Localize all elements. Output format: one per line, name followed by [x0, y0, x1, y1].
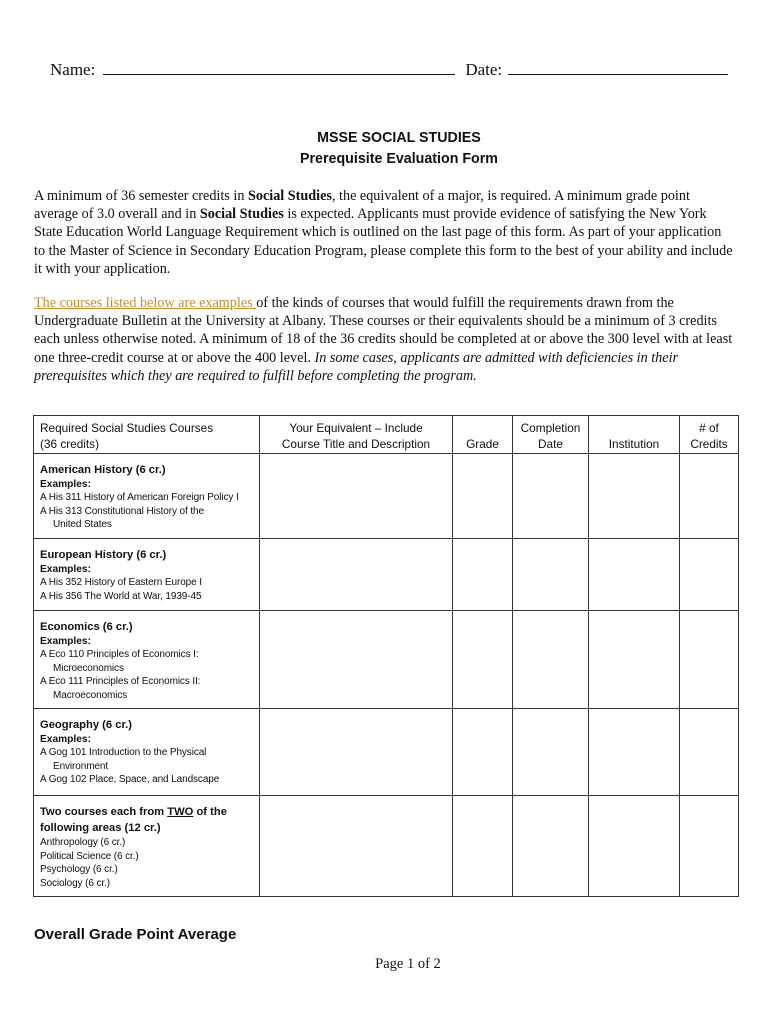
course-economics: Economics (6 cr.) Examples: A Eco 110 Principles of Economics I: Microeconomics A Eco 111 Principles of Economics II: Macroeconomics — [34, 611, 260, 709]
header-your-equivalent: Your Equivalent – Include Course Title and Description — [260, 416, 453, 454]
equivalent-cell[interactable] — [260, 709, 453, 796]
credits-cell[interactable] — [680, 796, 739, 897]
table-row — [34, 709, 739, 796]
page-number: Page 1 of 2 — [375, 956, 441, 972]
examples-paragraph — [34, 294, 734, 385]
table-row — [34, 539, 739, 611]
course-american-history: American History (6 cr.) Examples: A His 311 History of American Foreign Policy I A His 313 Constitutional History of the United States — [34, 454, 260, 539]
table-header-row — [34, 416, 739, 454]
credits-cell[interactable] — [680, 454, 739, 539]
intro-bold-2: Social Studies — [199, 206, 284, 223]
name-date-line — [50, 60, 730, 80]
gpa-heading: Overall Grade Point Average — [34, 926, 237, 943]
completion-date-cell[interactable] — [513, 709, 589, 796]
table-row — [34, 796, 739, 897]
table-row — [34, 454, 739, 539]
institution-cell[interactable] — [589, 454, 680, 539]
prerequisite-table — [33, 415, 739, 897]
header-grade: Grade — [453, 416, 513, 454]
name-label: Name: — [50, 60, 96, 79]
title-line-1: MSSE SOCIAL STUDIES — [317, 129, 481, 146]
grade-cell[interactable] — [453, 709, 513, 796]
institution-cell[interactable] — [589, 611, 680, 709]
institution-cell[interactable] — [589, 796, 680, 897]
completion-date-cell[interactable] — [513, 796, 589, 897]
intro-text-1: A minimum of 36 semester credits in — [34, 188, 248, 204]
date-label: Date: — [465, 60, 503, 79]
course-european-history: European History (6 cr.) Examples: A His 352 History of Eastern Europe I A His 356 The World at War, 1939-45 — [34, 539, 260, 611]
completion-date-cell[interactable] — [513, 454, 589, 539]
grade-cell[interactable] — [453, 454, 513, 539]
equivalent-cell[interactable] — [260, 796, 453, 897]
course-two-areas: Two courses each from TWO of the following areas (12 cr.) Anthropology (6 cr.) Political Science (6 cr.) Psychology (6 cr.) Sociology (6 cr.) — [34, 796, 260, 897]
equivalent-cell[interactable] — [260, 539, 453, 611]
header-credits: # of Credits — [680, 416, 739, 454]
courses-link[interactable]: The courses listed below are examples — [34, 295, 257, 311]
intro-text-2: , the equivalent of a major, is required. A minimum grade point average of 3.0 overall and in — [34, 188, 690, 223]
date-field[interactable] — [508, 60, 728, 75]
intro-paragraph — [34, 187, 734, 278]
examples-text: of the kinds of courses that would fulfill the requirements drawn from the Undergraduate Bulletin at the University at Albany. These courses or their equivalents should be a minimum of 3 credits each unless otherwise noted. A minimum of 18 of the 36 credits should be completed at or above the 300 level with at least one three-credit course at or above the 400 level. — [34, 295, 733, 366]
intro-text-3: is expected. Applicants must provide evidence of satisfying the New York State Education World Language Requirement which is outlined on the last page of this form. As part of your application to the Master of Science in Secondary Education Program, please complete this form to the best of your ability and include it with your application. — [34, 206, 733, 277]
institution-cell[interactable] — [589, 709, 680, 796]
completion-date-cell[interactable] — [513, 611, 589, 709]
credits-cell[interactable] — [680, 611, 739, 709]
header-institution: Institution — [589, 416, 680, 454]
table-row — [34, 611, 739, 709]
grade-cell[interactable] — [453, 796, 513, 897]
completion-date-cell[interactable] — [513, 539, 589, 611]
course-geography: Geography (6 cr.) Examples: A Gog 101 Introduction to the Physical Environment A Gog 102 Place, Space, and Landscape — [34, 709, 260, 796]
credits-cell[interactable] — [680, 539, 739, 611]
credits-cell[interactable] — [680, 709, 739, 796]
title-line-2: Prerequisite Evaluation Form — [300, 150, 498, 167]
institution-cell[interactable] — [589, 539, 680, 611]
deficiency-note: In some cases, applicants are admitted with deficiencies in their prerequisites which they are required to fulfill before completing the program. — [34, 349, 679, 384]
form-title — [20, 127, 770, 169]
intro-bold-1: Social Studies — [247, 188, 332, 204]
name-field[interactable] — [103, 60, 455, 75]
grade-cell[interactable] — [453, 611, 513, 709]
equivalent-cell[interactable] — [260, 611, 453, 709]
header-completion-date: Completion Date — [513, 416, 589, 454]
header-required-courses: Required Social Studies Courses (36 credits) — [34, 416, 260, 454]
equivalent-cell[interactable] — [260, 454, 453, 539]
grade-cell[interactable] — [453, 539, 513, 611]
